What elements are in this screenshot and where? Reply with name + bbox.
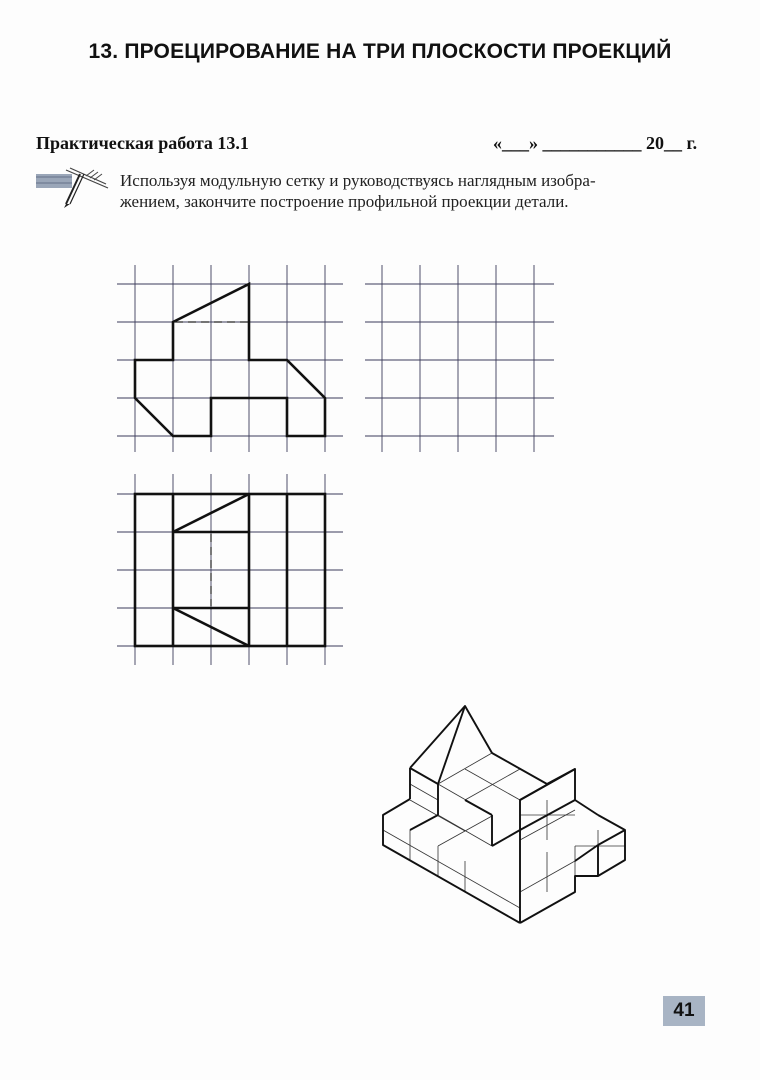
instructions-line-2: жением, закончите построение профильной проекции детали. (120, 192, 569, 211)
chapter-title: 13. ПРОЕЦИРОВАНИЕ НА ТРИ ПЛОСКОСТИ ПРОЕКЦИЙ (88, 40, 672, 63)
isometric-view (383, 706, 625, 923)
isometric-grid-lines (383, 753, 625, 908)
work-title: Практическая работа 13.1 (36, 133, 249, 153)
isometric-outline (383, 706, 625, 923)
page-number: 41 (663, 996, 705, 1026)
top-view (117, 474, 343, 665)
front-view (117, 265, 343, 452)
profile-view-grid (365, 265, 554, 452)
date-line: «___» ___________ 20__ г. (493, 133, 698, 153)
instructions-line-1: Используя модульную сетку и руководствуясь наглядным изобра- (120, 171, 596, 190)
